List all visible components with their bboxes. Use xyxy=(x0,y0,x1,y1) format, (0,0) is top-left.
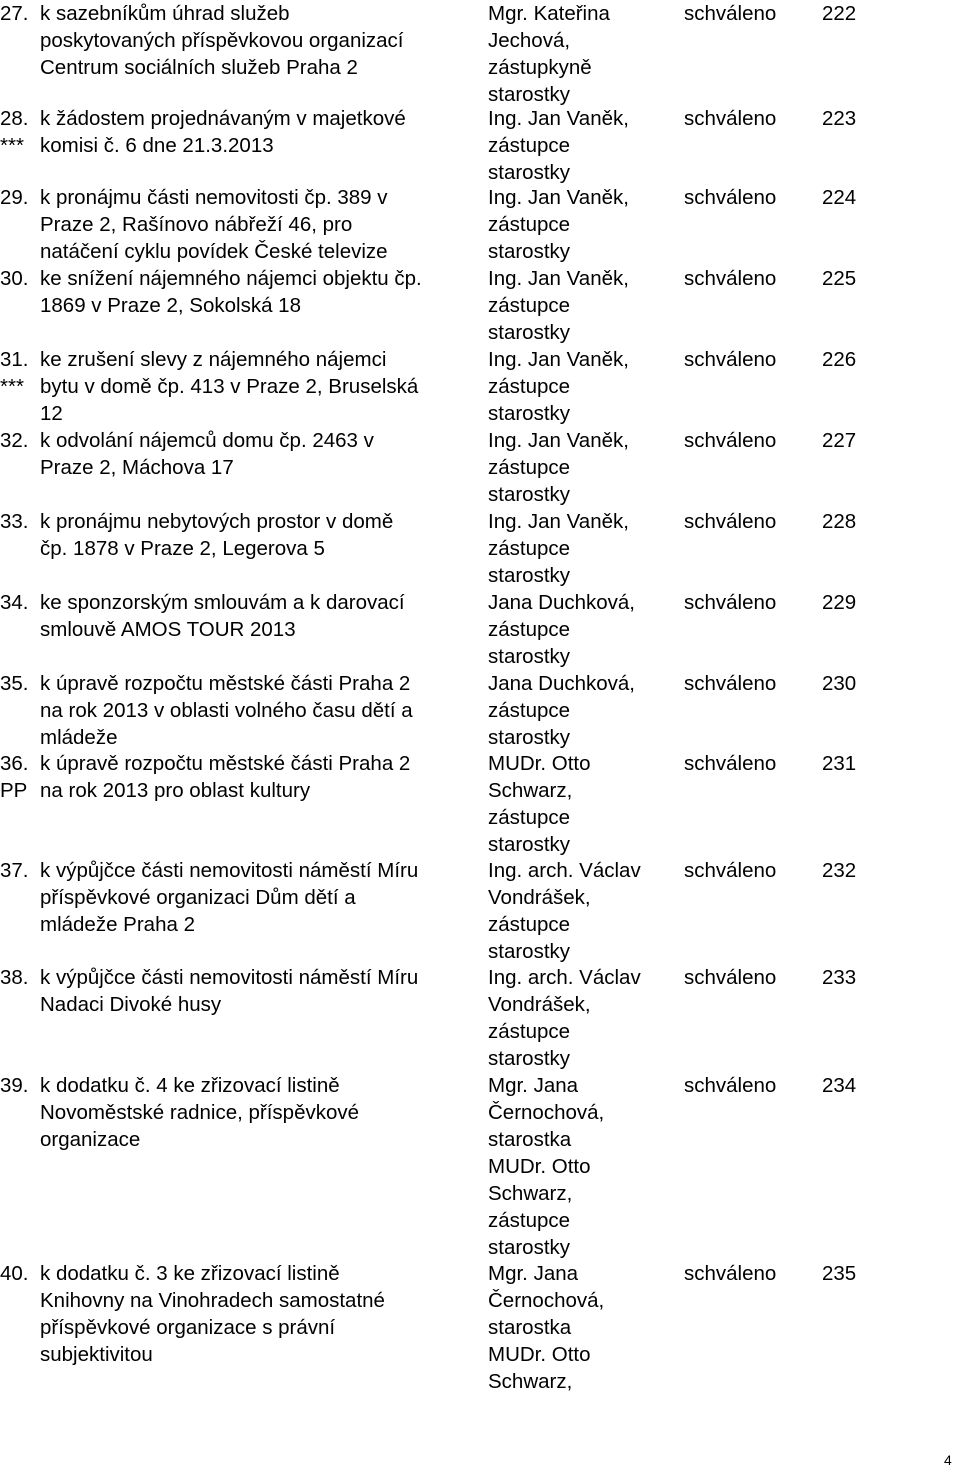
item-number-cell xyxy=(0,184,40,211)
item-description xyxy=(40,1072,480,1153)
item-status: schváleno xyxy=(684,859,777,882)
item-marker: *** xyxy=(0,134,24,157)
item-description xyxy=(40,184,480,265)
item-status: schváleno xyxy=(684,186,777,209)
description-line: Praze 2, Máchova 17 xyxy=(40,456,234,479)
presenter-line: zástupce xyxy=(488,213,571,236)
item-description xyxy=(40,857,480,938)
item-presenter xyxy=(488,1260,678,1395)
item-number: 33. xyxy=(0,510,29,533)
item-number-cell xyxy=(0,427,40,454)
presenter-line: Ing. Jan Vaněk, xyxy=(488,267,629,290)
item-presenter xyxy=(488,427,678,508)
item-status: schváleno xyxy=(684,348,777,371)
description-line: Novoměstské radnice, příspěvkové xyxy=(40,1101,360,1124)
item-description xyxy=(40,346,480,427)
description-line: Nadaci Divoké husy xyxy=(40,993,222,1016)
item-presenter xyxy=(488,184,678,265)
description-line: ke sponzorským smlouvám a k darovací xyxy=(40,591,405,614)
presenter-line: starostky xyxy=(488,645,571,668)
item-presenter xyxy=(488,589,678,670)
item-presenter xyxy=(488,964,678,1072)
description-line: komisi č. 6 dne 21.3.2013 xyxy=(40,134,274,157)
presenter-line: Ing. Jan Vaněk, xyxy=(488,186,629,209)
presenter-line: Vondrášek, xyxy=(488,993,591,1016)
presenter-line: Jana Duchková, xyxy=(488,591,636,614)
presenter-line: starostky xyxy=(488,161,571,184)
presenter-line: zástupkyně xyxy=(488,56,592,79)
description-line: k sazebníkům úhrad služeb xyxy=(40,2,290,25)
description-line: Knihovny na Vinohradech samostatné xyxy=(40,1289,385,1312)
presenter-line: zástupce xyxy=(488,294,571,317)
item-number: 37. xyxy=(0,859,29,882)
item-marker: *** xyxy=(0,375,24,398)
presenter-line: MUDr. Otto xyxy=(488,752,591,775)
presenter-line: starostky xyxy=(488,833,571,856)
presenter-line: Schwarz, xyxy=(488,1182,573,1205)
item-number: 39. xyxy=(0,1074,29,1097)
item-status: schváleno xyxy=(684,672,777,695)
item-status: schváleno xyxy=(684,1262,777,1285)
presenter-line: zástupce xyxy=(488,618,571,641)
description-line: smlouvě AMOS TOUR 2013 xyxy=(40,618,296,641)
description-line: Centrum sociálních služeb Praha 2 xyxy=(40,56,358,79)
presenter-line: Ing. Jan Vaněk, xyxy=(488,348,629,371)
item-presenter xyxy=(488,105,678,186)
presenter-line: starostky xyxy=(488,402,571,425)
presenter-line: zástupce xyxy=(488,537,571,560)
item-status: schváleno xyxy=(684,429,777,452)
item-number-cell xyxy=(0,670,40,697)
item-presenter xyxy=(488,750,678,858)
item-status: schváleno xyxy=(684,107,777,130)
description-line: k žádostem projednávaným v majetkové xyxy=(40,107,406,130)
item-description xyxy=(40,750,480,804)
item-number-cell xyxy=(0,750,40,804)
item-presenter xyxy=(488,508,678,589)
description-line: k pronájmu části nemovitosti čp. 389 v xyxy=(40,186,388,209)
item-status: schváleno xyxy=(684,2,777,25)
item-description xyxy=(40,0,480,81)
item-status: schváleno xyxy=(684,510,777,533)
item-number-cell xyxy=(0,508,40,535)
item-status: schváleno xyxy=(684,1074,777,1097)
presenter-line: Schwarz, xyxy=(488,779,573,802)
item-presenter xyxy=(488,0,678,108)
item-number-cell xyxy=(0,964,40,991)
presenter-line: Schwarz, xyxy=(488,1370,573,1393)
presenter-line: Jechová, xyxy=(488,29,571,52)
item-number: 38. xyxy=(0,966,29,989)
item-description xyxy=(40,964,480,1018)
presenter-line: starostky xyxy=(488,240,571,263)
resolution-number: 233 xyxy=(822,966,857,989)
item-number: 31. xyxy=(0,348,29,371)
item-number-cell xyxy=(0,346,40,400)
presenter-line: MUDr. Otto xyxy=(488,1155,591,1178)
item-description xyxy=(40,265,480,319)
description-line: k výpůjčce části nemovitosti náměstí Míru xyxy=(40,859,419,882)
presenter-line: Ing. arch. Václav xyxy=(488,966,641,989)
presenter-line: Vondrášek, xyxy=(488,886,591,909)
description-line: k výpůjčce části nemovitosti náměstí Míru xyxy=(40,966,419,989)
description-line: k odvolání nájemců domu čp. 2463 v xyxy=(40,429,374,452)
presenter-line: Ing. Jan Vaněk, xyxy=(488,107,629,130)
description-line: ke snížení nájemného nájemci objektu čp. xyxy=(40,267,422,290)
description-line: příspěvkové organizaci Dům dětí a xyxy=(40,886,356,909)
presenter-line: Ing. arch. Václav xyxy=(488,859,641,882)
presenter-line: Jana Duchková, xyxy=(488,672,636,695)
item-number: 28. xyxy=(0,107,29,130)
description-line: příspěvkové organizace s právní xyxy=(40,1316,336,1339)
presenter-line: zástupce xyxy=(488,134,571,157)
presenter-line: zástupce xyxy=(488,806,571,829)
description-line: natáčení cyklu povídek České televize xyxy=(40,240,388,263)
resolution-number: 223 xyxy=(822,107,857,130)
presenter-line: starostka xyxy=(488,1316,572,1339)
resolution-number: 227 xyxy=(822,429,857,452)
description-line: na rok 2013 v oblasti volného času dětí a xyxy=(40,699,413,722)
presenter-line: zástupce xyxy=(488,1209,571,1232)
presenter-line: Černochová, xyxy=(488,1101,605,1124)
presenter-line: Mgr. Jana xyxy=(488,1074,579,1097)
presenter-line: zástupce xyxy=(488,1020,571,1043)
presenter-line: starostky xyxy=(488,483,571,506)
presenter-line: zástupce xyxy=(488,456,571,479)
item-description xyxy=(40,1260,480,1368)
description-line: mládeže Praha 2 xyxy=(40,913,195,936)
item-status: schváleno xyxy=(684,966,777,989)
description-line: na rok 2013 pro oblast kultury xyxy=(40,779,311,802)
description-line: 12 xyxy=(40,402,63,425)
resolution-number: 224 xyxy=(822,186,857,209)
item-number: 32. xyxy=(0,429,29,452)
item-number-cell xyxy=(0,0,40,27)
resolution-number: 234 xyxy=(822,1074,857,1097)
resolution-number: 226 xyxy=(822,348,857,371)
resolution-number: 228 xyxy=(822,510,857,533)
presenter-line: zástupce xyxy=(488,913,571,936)
presenter-line: Mgr. Jana xyxy=(488,1262,579,1285)
presenter-line: Ing. Jan Vaněk, xyxy=(488,429,629,452)
resolution-number: 235 xyxy=(822,1262,857,1285)
resolution-number: 231 xyxy=(822,752,857,775)
item-status: schváleno xyxy=(684,591,777,614)
item-description xyxy=(40,508,480,562)
item-presenter xyxy=(488,265,678,346)
presenter-line: Černochová, xyxy=(488,1289,605,1312)
presenter-line: Ing. Jan Vaněk, xyxy=(488,510,629,533)
presenter-line: MUDr. Otto xyxy=(488,1343,591,1366)
description-line: k úpravě rozpočtu městské části Praha 2 xyxy=(40,672,411,695)
presenter-line: starostky xyxy=(488,321,571,344)
item-description xyxy=(40,589,480,643)
item-number: 30. xyxy=(0,267,29,290)
item-number: 35. xyxy=(0,672,29,695)
description-line: k pronájmu nebytových prostor v domě xyxy=(40,510,394,533)
description-line: bytu v domě čp. 413 v Praze 2, Bruselská xyxy=(40,375,419,398)
resolution-number: 229 xyxy=(822,591,857,614)
item-marker: PP xyxy=(0,779,28,802)
presenter-line: zástupce xyxy=(488,375,571,398)
item-presenter xyxy=(488,857,678,965)
resolution-number: 230 xyxy=(822,672,857,695)
item-number: 40. xyxy=(0,1262,29,1285)
item-presenter xyxy=(488,1072,678,1261)
item-description xyxy=(40,670,480,751)
item-number-cell xyxy=(0,857,40,884)
description-line: subjektivitou xyxy=(40,1343,153,1366)
resolution-number: 232 xyxy=(822,859,857,882)
item-number-cell xyxy=(0,105,40,159)
item-description xyxy=(40,427,480,481)
description-line: čp. 1878 v Praze 2, Legerova 5 xyxy=(40,537,325,560)
presenter-line: Mgr. Kateřina xyxy=(488,2,610,25)
item-status: schváleno xyxy=(684,752,777,775)
item-presenter xyxy=(488,346,678,427)
item-number-cell xyxy=(0,265,40,292)
item-number: 29. xyxy=(0,186,29,209)
presenter-line: starostky xyxy=(488,726,571,749)
presenter-line: starostky xyxy=(488,83,571,106)
description-line: mládeže xyxy=(40,726,118,749)
resolution-number: 222 xyxy=(822,2,857,25)
item-number-cell xyxy=(0,1260,40,1287)
item-number: 27. xyxy=(0,2,29,25)
description-line: ke zrušení slevy z nájemného nájemci xyxy=(40,348,387,371)
presenter-line: starostky xyxy=(488,564,571,587)
presenter-line: zástupce xyxy=(488,699,571,722)
presenter-line: starostky xyxy=(488,940,571,963)
item-presenter xyxy=(488,670,678,751)
description-line: k úpravě rozpočtu městské části Praha 2 xyxy=(40,752,411,775)
description-line: organizace xyxy=(40,1128,141,1151)
description-line: poskytovaných příspěvkovou organizací xyxy=(40,29,404,52)
item-number-cell xyxy=(0,589,40,616)
item-number: 34. xyxy=(0,591,29,614)
page-number: 4 xyxy=(944,1452,952,1468)
item-number-cell xyxy=(0,1072,40,1099)
resolution-number: 225 xyxy=(822,267,857,290)
presenter-line: starostky xyxy=(488,1047,571,1070)
item-status: schváleno xyxy=(684,267,777,290)
presenter-line: starostka xyxy=(488,1128,572,1151)
description-line: 1869 v Praze 2, Sokolská 18 xyxy=(40,294,301,317)
item-number: 36. xyxy=(0,752,29,775)
description-line: Praze 2, Rašínovo nábřeží 46, pro xyxy=(40,213,353,236)
item-description xyxy=(40,105,480,159)
description-line: k dodatku č. 3 ke zřizovací listině xyxy=(40,1262,340,1285)
description-line: k dodatku č. 4 ke zřizovací listině xyxy=(40,1074,340,1097)
presenter-line: starostky xyxy=(488,1236,571,1259)
